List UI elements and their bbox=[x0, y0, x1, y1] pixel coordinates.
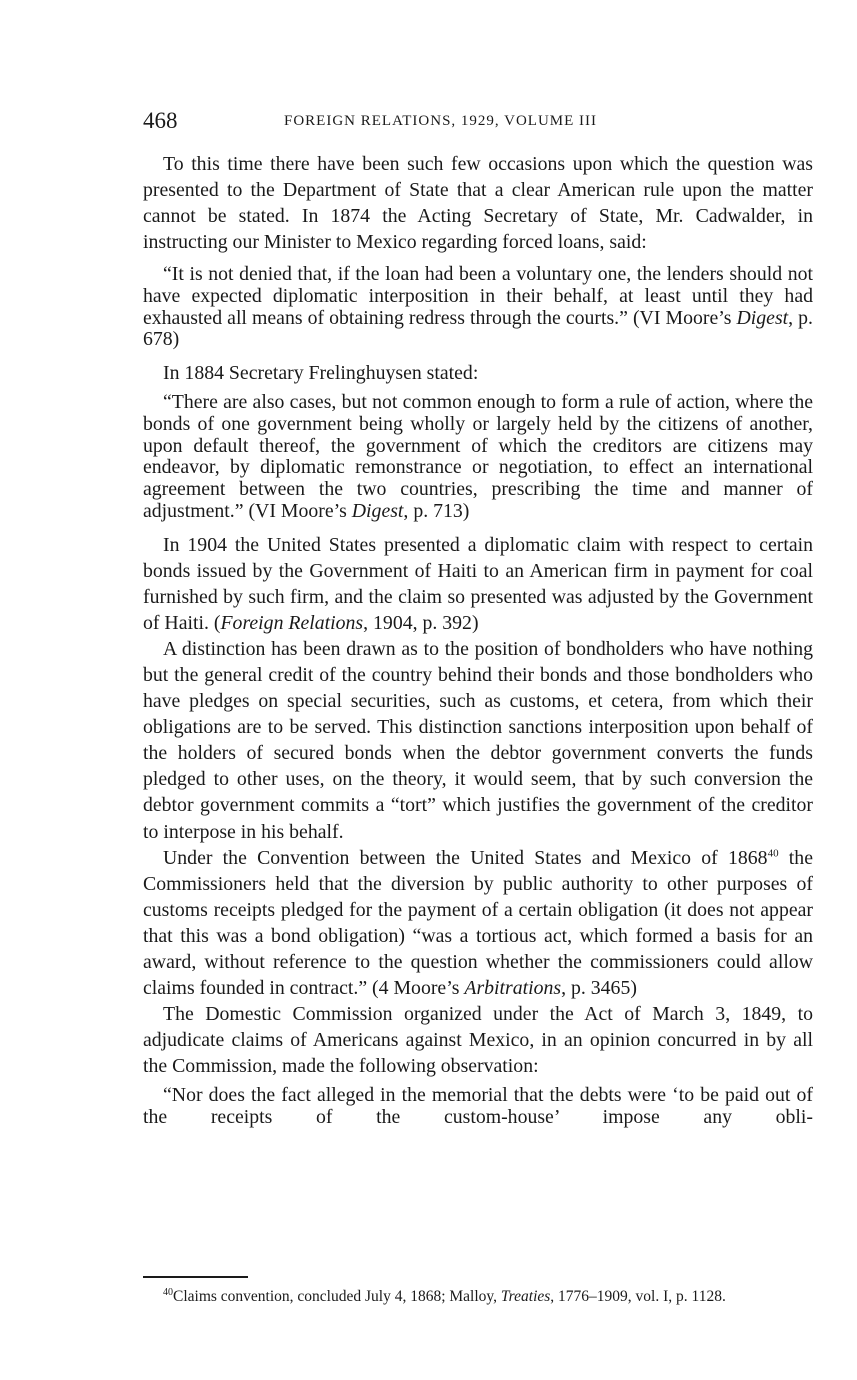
footnote-reference[interactable]: 40 bbox=[767, 847, 779, 860]
paragraph-text: Under the Convention between the United States and Mexico of 1868 bbox=[163, 846, 768, 869]
footnote-number: 40 bbox=[163, 1286, 173, 1298]
footnote-text: Claims convention, concluded July 4, 1868; Malloy, bbox=[173, 1288, 501, 1305]
paragraph-text: the Commissioners held that the diversion by public authority to other purposes of customs receipts pledged for the payment of a certain obligation (it does not appear that this was a bond obligation) “was a tortious act, which formed a basis for an award, without reference to the question whether the commissioners could allow claims founded in contract.” (4 Moore’s bbox=[143, 846, 813, 1000]
page-number: 468 bbox=[143, 108, 178, 133]
quote-text: “It is not denied that, if the loan had been a voluntary one, the lenders should not have expected diplomatic interposition in their behalf, at least until they had exhausted all means of obtaining redress through the courts.” (VI Moore’s bbox=[143, 263, 813, 329]
footnote-citation-title: Treaties bbox=[500, 1288, 551, 1305]
quote-text: “There are also cases, but not common enough to form a rule of action, where the bonds of one government being wholly or largely held by the citizens of another, upon default thereof, the government of which the creditors are citizens may endeavor, by diplomatic remonstrance or negotiation, to effect an international agreement between the two countries, prescribing the time and manner of adjustment.” (VI Moore’s bbox=[143, 391, 813, 522]
citation-tail: , p. 713) bbox=[403, 499, 470, 522]
paragraph bbox=[143, 151, 813, 255]
block-quote bbox=[143, 1085, 813, 1128]
running-head: FOREIGN RELATIONS, 1929, VOLUME III bbox=[284, 113, 598, 129]
quote-text: “Nor does the fact alleged in the memorial that the debts were ‘to be paid out of the receipts of the custom-house’ impose any obli- bbox=[143, 1084, 813, 1129]
citation-tail: , 1904, p. 392) bbox=[363, 611, 479, 634]
footnote bbox=[143, 1287, 813, 1307]
citation-title: Arbitrations bbox=[464, 977, 562, 1000]
footnote-divider bbox=[143, 1276, 248, 1278]
citation-title: Foreign Relations bbox=[220, 611, 364, 634]
paragraph-text: In 1884 Secretary Frelinghuysen stated: bbox=[163, 362, 479, 385]
paragraph bbox=[143, 845, 813, 1002]
page-header bbox=[143, 108, 813, 138]
paragraph-text: A distinction has been drawn as to the position of bondholders who have nothing but the general credit of the country behind their bonds and those bondholders who have pledges on special securities, such as customs, et cetera, from which their obligations are to be served. This distinction sanctions interposition upon behalf of the holders of secured bonds when the debtor government converts the funds pledged to other uses, on the theory, it would seem, that by such conversion the debtor government commits a “tort” which justifies the government of the creditor to interpose in his behalf. bbox=[143, 637, 813, 843]
citation-tail: , p. 678) bbox=[143, 306, 814, 351]
paragraph-text: The Domestic Commission organized under the Act of March 3, 1849, to adjudicate claims of Americans against Mexico, in an opinion concurred in by all the Commission, made the following observation: bbox=[143, 1003, 813, 1078]
citation-tail: , p. 3465) bbox=[561, 977, 637, 1000]
block-quote bbox=[143, 264, 813, 351]
paragraph-text: To this time there have been such few occasions upon which the question was presented to the Department of State that a clear American rule upon the matter cannot be stated. In 1874 the Acting Secretary of State, Mr. Cadwalder, in instructing our Minister to Mexico regarding forced loans, said: bbox=[143, 153, 813, 254]
paragraph bbox=[143, 360, 813, 386]
citation-title: Digest bbox=[736, 306, 789, 329]
paragraph-text: In 1904 the United States presented a diplomatic claim with respect to certain bonds issued by the Government of Haiti to an American firm in payment for coal furnished by such firm, and the claim so presented was adjusted by the Government of Haiti. ( bbox=[143, 533, 813, 634]
block-quote bbox=[143, 392, 813, 522]
footnote-text: , 1776–1909, vol. I, p. 1128. bbox=[550, 1288, 726, 1305]
body-text bbox=[143, 151, 813, 1129]
paragraph bbox=[143, 1001, 813, 1079]
paragraph bbox=[143, 636, 813, 845]
citation-title: Digest bbox=[351, 499, 404, 522]
paragraph bbox=[143, 532, 813, 636]
